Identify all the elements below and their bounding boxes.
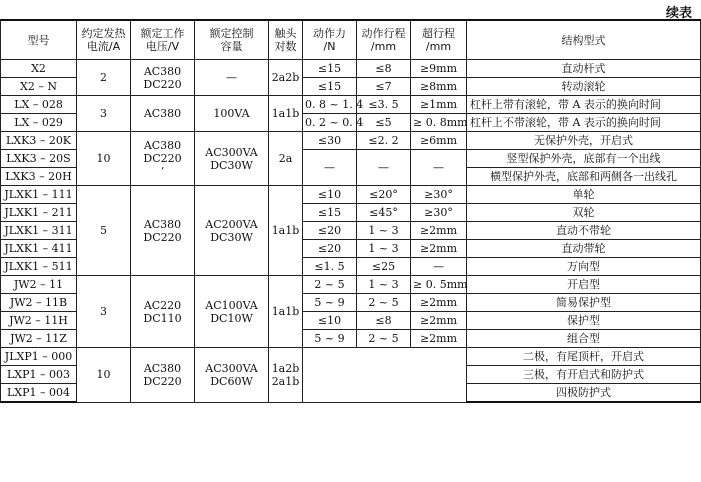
- over-cell: —: [411, 258, 467, 276]
- desc-cell: 直动杆式: [467, 60, 701, 78]
- over-cell: ≥2mm: [411, 312, 467, 330]
- model-cell: LXP1 – 003: [1, 366, 77, 384]
- header-control: 额定控制 容量: [195, 20, 269, 60]
- over-cell: ≥ 0. 5mm: [411, 276, 467, 294]
- voltage-cell: AC380 DC220: [131, 60, 195, 96]
- model-cell: JW2 – 11: [1, 276, 77, 294]
- over-cell: ≥1mm: [411, 96, 467, 114]
- header-current: 约定发热 电流/A: [77, 20, 131, 60]
- travel-cell: ≤7: [357, 78, 411, 96]
- model-cell: LXP1 – 004: [1, 384, 77, 403]
- contacts-cell: 1a2b 2a1b: [269, 348, 303, 403]
- model-cell: JLXK1 – 311: [1, 222, 77, 240]
- control-cell: AC300VA DC60W: [195, 348, 269, 403]
- header-voltage: 额定工作 电压/V: [131, 20, 195, 60]
- desc-cell: 双轮: [467, 204, 701, 222]
- desc-cell: 二极，有尾顶杆，开启式: [467, 348, 701, 366]
- model-cell: LXK3 – 20H: [1, 168, 77, 186]
- continued-label: 续表: [665, 6, 692, 21]
- model-cell: JLXK1 – 411: [1, 240, 77, 258]
- header-desc: 结构型式: [467, 20, 701, 60]
- contacts-cell: 2a2b: [269, 60, 303, 96]
- over-cell: ≥8mm: [411, 78, 467, 96]
- travel-cell: ≤25: [357, 258, 411, 276]
- travel-cell: ≤2. 2: [357, 132, 411, 150]
- current-cell: 10: [77, 348, 131, 403]
- force-cell: ≤15: [303, 204, 357, 222]
- desc-cell: 杠杆上带有滚轮，带 A 表示的换向时间: [467, 96, 701, 114]
- control-cell: AC300VA DC30W: [195, 132, 269, 186]
- model-cell: JLXP1 – 000: [1, 348, 77, 366]
- force-cell: —: [303, 150, 357, 186]
- desc-cell: 横型保护外壳，底部和两侧各一出线孔: [467, 168, 701, 186]
- force-cell: ≤15: [303, 60, 357, 78]
- current-cell: 3: [77, 96, 131, 132]
- model-cell: JLXK1 – 511: [1, 258, 77, 276]
- travel-cell: —: [357, 150, 411, 186]
- force-cell: ≤20: [303, 222, 357, 240]
- control-cell: AC200VA DC30W: [195, 186, 269, 276]
- model-cell: JW2 – 11Z: [1, 330, 77, 348]
- travel-cell: 2 ~ 5: [357, 294, 411, 312]
- voltage-cell: AC380: [131, 96, 195, 132]
- force-cell: 5 ~ 9: [303, 294, 357, 312]
- contacts-cell: 1a1b: [269, 186, 303, 276]
- contacts-cell: 1a1b: [269, 276, 303, 348]
- over-cell: ≥2mm: [411, 294, 467, 312]
- over-cell: —: [411, 150, 467, 186]
- force-cell: ≤1. 5: [303, 258, 357, 276]
- header-travel: 动作行程 /mm: [357, 20, 411, 60]
- table-row: [1, 96, 701, 114]
- travel-cell: ≤8: [357, 60, 411, 78]
- model-cell: JLXK1 – 211: [1, 204, 77, 222]
- model-cell: JW2 – 11B: [1, 294, 77, 312]
- desc-cell: 三极，有开启式和防护式: [467, 366, 701, 384]
- travel-cell: 1 ~ 3: [357, 276, 411, 294]
- blank-cell: [303, 348, 467, 403]
- travel-cell: 2 ~ 5: [357, 330, 411, 348]
- force-cell: ≤10: [303, 312, 357, 330]
- model-cell: X2 – N: [1, 78, 77, 96]
- model-cell: LX – 029: [1, 114, 77, 132]
- contacts-cell: 1a1b: [269, 96, 303, 132]
- desc-cell: 杠杆上不带滚轮，带 A 表示的换向时间: [467, 114, 701, 132]
- force-cell: 0. 2 ~ 0. 4: [303, 114, 357, 132]
- travel-cell: ≤5: [357, 114, 411, 132]
- travel-cell: ≤3. 5: [357, 96, 411, 114]
- header-row: [1, 20, 701, 60]
- over-cell: ≥9mm: [411, 60, 467, 78]
- force-cell: ≤30: [303, 132, 357, 150]
- model-cell: LX – 028: [1, 96, 77, 114]
- over-cell: ≥2mm: [411, 222, 467, 240]
- table-row: [1, 348, 701, 366]
- travel-cell: 1 ~ 3: [357, 240, 411, 258]
- desc-cell: 直动不带轮: [467, 222, 701, 240]
- model-cell: JLXK1 – 111: [1, 186, 77, 204]
- force-cell: 5 ~ 9: [303, 330, 357, 348]
- model-cell: LXK3 – 20S: [1, 150, 77, 168]
- desc-cell: 单轮: [467, 186, 701, 204]
- over-cell: ≥30°: [411, 204, 467, 222]
- voltage-cell: AC380 DC220: [131, 186, 195, 276]
- current-cell: 3: [77, 276, 131, 348]
- table-row: [1, 186, 701, 204]
- desc-cell: 简易保护型: [467, 294, 701, 312]
- model-cell: JW2 – 11H: [1, 312, 77, 330]
- desc-cell: 转动滚轮: [467, 78, 701, 96]
- model-cell: LXK3 – 20K: [1, 132, 77, 150]
- travel-cell: ≤20°: [357, 186, 411, 204]
- header-force: 动作力 /N: [303, 20, 357, 60]
- table-row: [1, 132, 701, 150]
- force-cell: ≤10: [303, 186, 357, 204]
- control-cell: AC100VA DC10W: [195, 276, 269, 348]
- header-contacts: 触头 对数: [269, 20, 303, 60]
- travel-cell: 1 ~ 3: [357, 222, 411, 240]
- control-cell: 100VA: [195, 96, 269, 132]
- over-cell: ≥30°: [411, 186, 467, 204]
- desc-cell: 万向型: [467, 258, 701, 276]
- travel-cell: ≤45°: [357, 204, 411, 222]
- over-cell: ≥ 0. 8mm: [411, 114, 467, 132]
- desc-cell: 无保护外壳，开启式: [467, 132, 701, 150]
- over-cell: ≥2mm: [411, 330, 467, 348]
- current-cell: 10: [77, 132, 131, 186]
- force-cell: ≤15: [303, 78, 357, 96]
- voltage-cell: AC380 DC220: [131, 348, 195, 403]
- voltage-cell: AC380 DC220 ’: [131, 132, 195, 186]
- desc-cell: 开启型: [467, 276, 701, 294]
- desc-cell: 四极防护式: [467, 384, 701, 403]
- control-cell: —: [195, 60, 269, 96]
- force-cell: 2 ~ 5: [303, 276, 357, 294]
- table-row: [1, 276, 701, 294]
- model-cell: X2: [1, 60, 77, 78]
- header-over: 超行程 /mm: [411, 20, 467, 60]
- travel-cell: ≤8: [357, 312, 411, 330]
- over-cell: ≥2mm: [411, 240, 467, 258]
- desc-cell: 竖型保护外壳，底部有一个出线: [467, 150, 701, 168]
- desc-cell: 组合型: [467, 330, 701, 348]
- force-cell: 0. 8 ~ 1. 4: [303, 96, 357, 114]
- current-cell: 5: [77, 186, 131, 276]
- voltage-cell: AC220 DC110: [131, 276, 195, 348]
- table-row: [1, 60, 701, 78]
- current-cell: 2: [77, 60, 131, 96]
- force-cell: ≤20: [303, 240, 357, 258]
- over-cell: ≥6mm: [411, 132, 467, 150]
- contacts-cell: 2a: [269, 132, 303, 186]
- header-model: 型号: [1, 20, 77, 60]
- desc-cell: 保护型: [467, 312, 701, 330]
- spec-table: [0, 19, 701, 403]
- desc-cell: 直动带轮: [467, 240, 701, 258]
